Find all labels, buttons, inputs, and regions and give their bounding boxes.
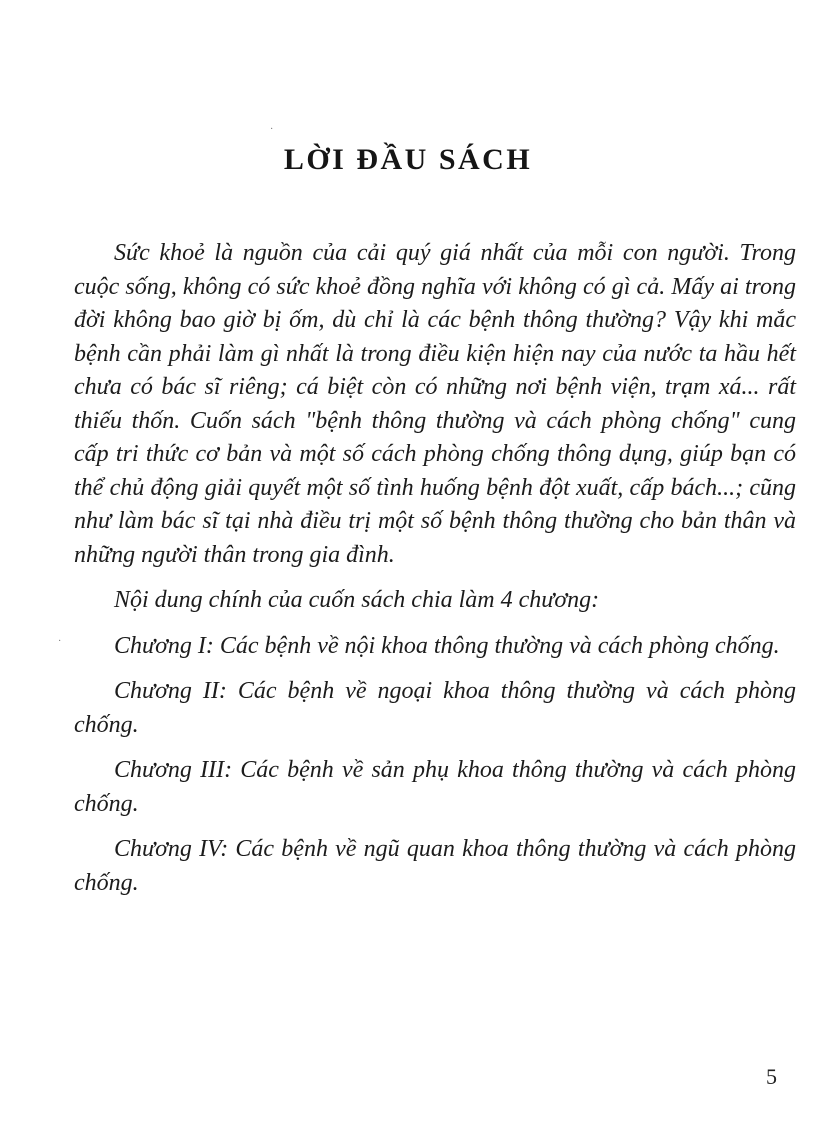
chapter-4-paragraph: Chương IV: Các bệnh về ngũ quan khoa thông thường và cách phòng chống.: [74, 836, 796, 896]
chapter-2-paragraph: Chương II: Các bệnh về ngoại khoa thông thường và cách phòng chống.: [74, 678, 796, 738]
preface-body: [74, 237, 796, 900]
chapter-1-paragraph: Chương I: Các bệnh về nội khoa thông thường và cách phòng chống.: [114, 632, 780, 659]
content-summary-paragraph: Nội dung chính của cuốn sách chia làm 4 chương:: [114, 587, 600, 613]
page-title: LỜI ĐẦU SÁCH: [283, 143, 533, 176]
scan-speck: ·: [270, 124, 274, 135]
chapter-3-paragraph: Chương III: Các bệnh về sản phụ khoa thông thường và cách phòng chống.: [74, 757, 796, 817]
page-number: 5: [766, 1064, 777, 1089]
scan-speck: ·: [58, 636, 62, 647]
intro-paragraph: Sức khoẻ là nguồn của cải quý giá nhất của mỗi con người. Trong cuộc sống, không có sức khoẻ đồng nghĩa với không có gì cả. Mấy ai trong đời không bao giờ bị ốm, dù chỉ là các bệnh thông thường? Vậy khi mắc bệnh cần phải làm gì nhất là trong điều kiện hiện nay của nước ta hầu hết chưa có bác sĩ riêng; cá biệt còn có những nơi bệnh viện, trạm xá... rất thiếu thốn. Cuốn sách "bệnh thông thường và cách phòng chống" cung cấp tri thức cơ bản và một số cách phòng chống thông dụng, giúp bạn có thể chủ động giải quyết một số tình huống bệnh đột xuất, cấp bách...; cũng như làm bác sĩ tại nhà điều trị một số bệnh thông thường cho bản thân và những người thân trong gia đình.: [74, 240, 796, 568]
